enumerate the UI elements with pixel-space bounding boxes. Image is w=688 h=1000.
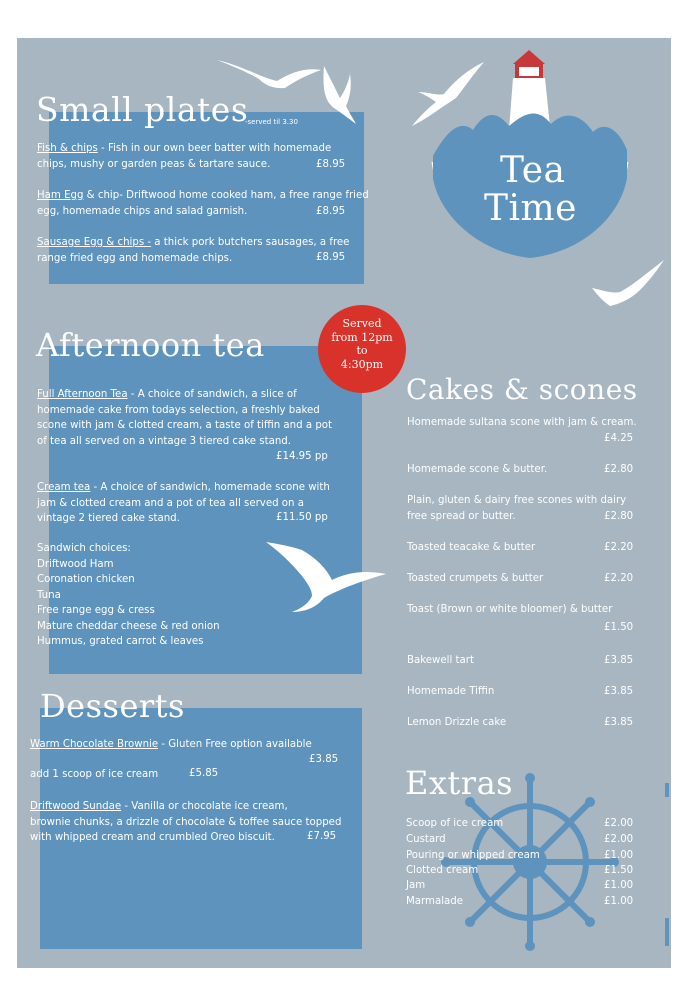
menu-item-scoop-addon: add 1 scoop of ice cream xyxy=(30,769,159,780)
item-price: £14.95 pp xyxy=(276,451,328,462)
list-item: Lemon Drizzle cake xyxy=(407,717,507,728)
list-item: Toast (Brown or white bloomer) & butter xyxy=(407,604,613,615)
item-price: £4.25 xyxy=(604,433,634,444)
list-item: Marmalade xyxy=(406,896,464,907)
item-price: £1.50 xyxy=(604,865,634,876)
item-price: £5.85 xyxy=(189,768,219,779)
menu-item-sundae: Driftwood Sundae - Vanilla or chocolate ice cream, brownie chunks, a drizzle of chocolate & toffee sauce topped with whipped cream and crumbled Oreo biscuit. xyxy=(30,801,342,843)
list-item: Plain, gluten & dairy free scones with dairy xyxy=(407,495,627,506)
edge-mark xyxy=(665,918,669,946)
seagull-icon xyxy=(316,62,360,126)
item-name: Cream tea xyxy=(37,482,91,493)
list-item: Tuna xyxy=(37,589,61,601)
tea-time-title-line1: Tea xyxy=(500,150,566,191)
served-badge: Served from 12pm to 4:30pm xyxy=(318,305,406,393)
item-price: £3.85 xyxy=(309,754,339,765)
cakes-scones-title: Cakes & scones xyxy=(406,373,638,406)
item-price: £7.95 xyxy=(307,831,337,842)
small-plates-title: Small plates xyxy=(36,90,249,129)
tea-time-title-line2: Time xyxy=(484,188,577,229)
list-item: Bakewell tart xyxy=(407,655,474,666)
item-name: Fish & chips xyxy=(37,143,98,154)
item-name: Warm Chocolate Brownie xyxy=(30,739,159,750)
item-price: £1.00 xyxy=(604,896,634,907)
list-item: Homemade Tiffin xyxy=(407,686,495,697)
item-price: £3.85 xyxy=(604,717,634,728)
list-item: Jam xyxy=(406,880,426,891)
seagull-icon xyxy=(262,538,388,614)
list-item: Coronation chicken xyxy=(37,574,135,585)
item-name: Driftwood Sundae xyxy=(30,801,122,812)
item-price: £2.20 xyxy=(604,573,634,584)
item-price: £3.85 xyxy=(604,686,634,697)
list-item: Driftwood Ham xyxy=(37,558,114,570)
list-item: Scoop of ice cream xyxy=(406,818,504,829)
list-item: Custard xyxy=(406,834,446,845)
item-price: £3.85 xyxy=(604,655,634,666)
list-item: Homemade sultana scone with jam & cream. xyxy=(407,417,637,428)
list-item: Toasted crumpets & butter xyxy=(407,573,544,584)
item-name: Ham Egg xyxy=(37,190,84,201)
item-price: £2.80 xyxy=(604,511,634,522)
list-item: Mature cheddar cheese & red onion xyxy=(37,620,220,632)
item-name: Full Afternoon Tea xyxy=(37,389,128,400)
extras-title: Extras xyxy=(405,764,514,802)
item-price: £2.00 xyxy=(604,818,634,829)
item-name: Sausage Egg & chips - xyxy=(37,237,152,248)
menu-item-sausage-egg: Sausage Egg & chips - a thick pork butchers sausages, a free range fried egg and homemade chips. xyxy=(37,237,350,264)
list-item: Pouring or whipped cream xyxy=(406,850,540,861)
item-price: £8.95 xyxy=(316,159,346,170)
list-item: Toasted teacake & butter xyxy=(407,542,536,553)
item-price: £1.00 xyxy=(604,880,634,891)
served-note: -served til 3.30 xyxy=(245,118,298,126)
afternoon-tea-title: Afternoon tea xyxy=(36,326,265,364)
item-price: £11.50 pp xyxy=(276,512,328,523)
list-item-line2: free spread or butter. xyxy=(407,511,516,522)
menu-item-cream-tea: Cream tea - A choice of sandwich, homemade scone with jam & clotted cream and a pot of tea all served on a vintage 2 tiered cake stand. xyxy=(37,482,330,524)
item-price: £1.00 xyxy=(604,850,634,861)
list-item: Homemade scone & butter. xyxy=(407,464,548,475)
item-price: £8.95 xyxy=(316,206,346,217)
item-price: £8.95 xyxy=(316,252,346,263)
sandwich-choices-list: Sandwich choices: Driftwood Ham Coronation chicken Tuna Free range egg & cress Mature cheddar cheese & red onion Hummus, grated carrot & leaves xyxy=(37,543,220,647)
item-price: £2.00 xyxy=(604,834,634,845)
list-item: Clotted cream xyxy=(406,865,479,876)
edge-mark xyxy=(665,783,669,797)
menu-item-brownie: Warm Chocolate Brownie - Gluten Free option available xyxy=(30,739,312,750)
menu-item-fish-chips: Fish & chips - Fish in our own beer batter with homemade chips, mushy or garden peas & tartare sauce. xyxy=(37,143,332,170)
list-item: Hummus, grated carrot & leaves xyxy=(37,636,204,647)
menu-item-full-afternoon-tea: Full Afternoon Tea - A choice of sandwich, a slice of homemade cake from todays selection, a freshly baked scone with jam & clotted cream, a taste of tiffin and a pot of tea all served on a vintage 3 tiered cake stand. xyxy=(37,389,333,447)
menu-item-ham-egg: Ham Egg & chip- Driftwood home cooked ham, a free range fried egg, homemade chips and salad garnish. xyxy=(37,190,369,217)
item-price: £2.80 xyxy=(604,464,634,475)
item-price: £1.50 xyxy=(604,622,634,633)
desserts-title: Desserts xyxy=(40,687,185,725)
item-price: £2.20 xyxy=(604,542,634,553)
seagull-icon xyxy=(215,55,325,95)
list-item: Free range egg & cress xyxy=(37,605,155,616)
